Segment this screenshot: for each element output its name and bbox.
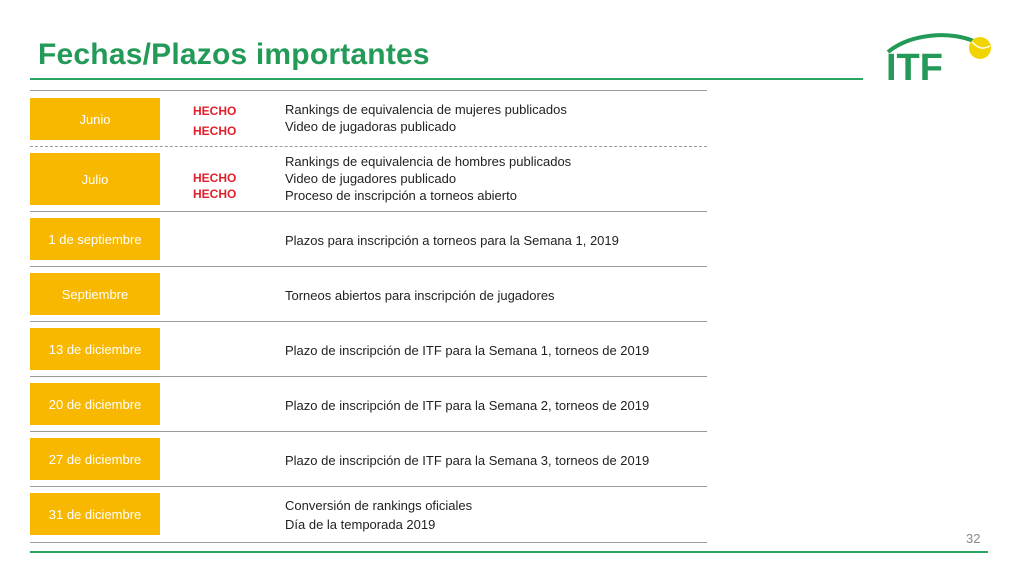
description-item: Día de la temporada 2019 (285, 517, 436, 532)
date-badge: 13 de diciembre (30, 328, 160, 370)
description-item: Torneos abiertos para inscripción de jugadores (285, 288, 555, 303)
timeline-row (30, 322, 707, 377)
description-list (285, 232, 619, 249)
status-done-label: HECHO (193, 187, 237, 201)
description-list (285, 452, 649, 469)
timeline-row (30, 377, 707, 432)
description-item: Plazos para inscripción a torneos para la Semana 1, 2019 (285, 233, 619, 248)
timeline-row (30, 212, 707, 267)
row-divider (30, 542, 707, 543)
timeline-row (30, 147, 707, 212)
timeline-row (30, 432, 707, 487)
footer-rule (30, 551, 988, 553)
date-badge: Junio (30, 98, 160, 140)
date-badge: 20 de diciembre (30, 383, 160, 425)
description-item: Proceso de inscripción a torneos abierto (285, 188, 517, 203)
description-item: Plazo de inscripción de ITF para la Semana 3, torneos de 2019 (285, 453, 650, 468)
description-item: Plazo de inscripción de ITF para la Semana 1, torneos de 2019 (285, 343, 650, 358)
logo-text: ITF (886, 47, 943, 88)
description-list (285, 287, 555, 304)
timeline-row (30, 267, 707, 322)
status-list (193, 170, 236, 202)
description-item: Rankings de equivalencia de mujeres publicados (285, 102, 567, 117)
description-list (285, 497, 472, 533)
description-list (285, 153, 571, 204)
slide-title: Fechas/Plazos importantes (38, 38, 430, 71)
description-item: Rankings de equivalencia de hombres publicados (285, 154, 572, 169)
description-list (285, 342, 649, 359)
status-done-label: HECHO (193, 124, 237, 138)
description-list (285, 397, 649, 414)
date-badge: 27 de diciembre (30, 438, 160, 480)
date-badge: Julio (30, 153, 160, 205)
date-badge: Septiembre (30, 273, 160, 315)
itf-logo (880, 30, 998, 88)
status-done-label: HECHO (193, 171, 237, 185)
description-item: Video de jugadores publicado (285, 171, 457, 186)
table-top-rule (30, 90, 707, 91)
description-item: Plazo de inscripción de ITF para la Semana 2, torneos de 2019 (285, 398, 650, 413)
date-badge: 1 de septiembre (30, 218, 160, 260)
status-done-label: HECHO (193, 104, 237, 118)
timeline-row (30, 96, 707, 147)
date-badge: 31 de diciembre (30, 493, 160, 535)
title-underline (30, 78, 863, 80)
description-item: Video de jugadoras publicado (285, 119, 457, 134)
status-list (193, 103, 236, 140)
timeline-row (30, 487, 707, 543)
page-number: 32 (966, 531, 981, 546)
description-item: Conversión de rankings oficiales (285, 498, 473, 513)
description-list (285, 101, 567, 135)
